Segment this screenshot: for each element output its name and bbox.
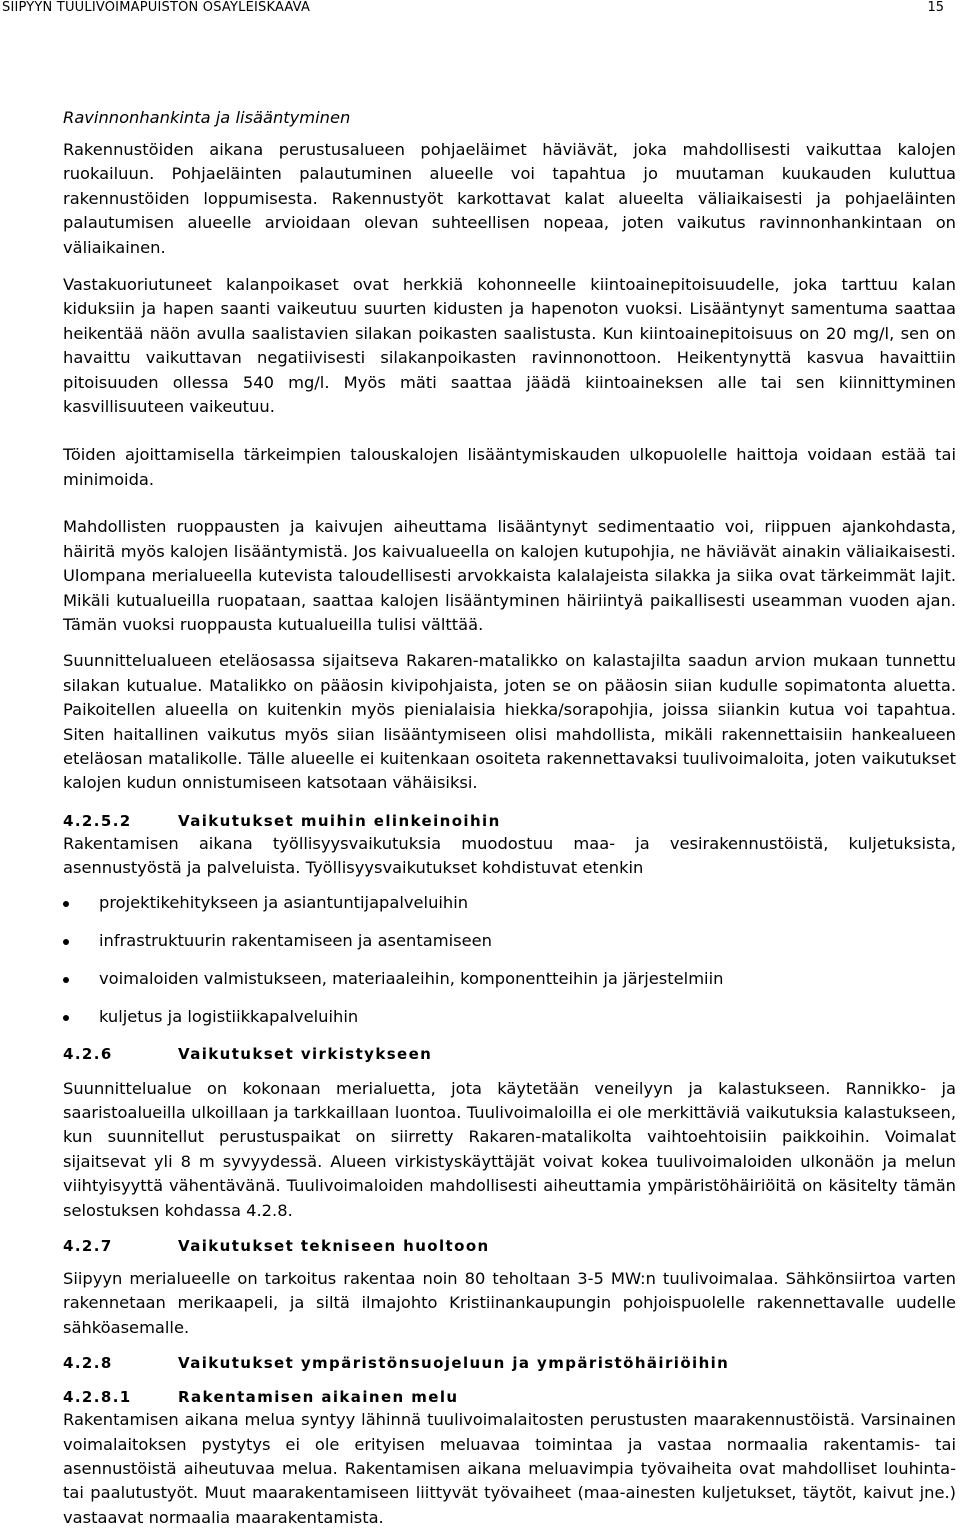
header-title: SIIPYYN TUULIVOIMAPUISTON OSAYLEISKAAVA — [2, 0, 311, 15]
bullet-icon — [63, 1015, 69, 1021]
list-item-text: infrastruktuurin rakentamiseen ja asentamiseen — [99, 930, 492, 950]
list-item-text: voimaloiden valmistukseen, materiaaleihin, komponentteihin ja järjestelmiin — [99, 968, 724, 988]
list-item — [63, 967, 956, 991]
paragraph: Suunnittelualueen eteläosassa sijaitseva Rakaren-matalikko on kalastajilta saadun arvion mukaan tunnettu silakan kutualue. Matalikko on pääosin kivipohjaista, joten se on pääosin siian kudulle sopimatonta aluetta. Paikoitellen alueella on kuitenkin myös pienialaisia hiekka/sorapohjia, joissa siiankin kutua voi tapahtua. Siten haitallinen vaikutus myös siian lisääntymiseen olisi mahdollista, mikäli rakennettaisiin hankealueen eteläosan matalikolle. Tälle alueelle ei kuitenkaan osoiteta rakennettavaksi tuulivoimaloita, joten vaikutukset kalojen kudun onnistumiseen katsotaan vähäisiksi. — [63, 651, 956, 793]
section-number: 4.2.6 — [63, 1044, 113, 1063]
section-heading — [63, 1352, 956, 1374]
bullet-list — [63, 891, 956, 1029]
list-item — [63, 1005, 956, 1029]
section-heading — [63, 1043, 956, 1065]
bullet-icon — [63, 939, 69, 945]
section-title: Vaikutukset virkistykseen — [178, 1044, 433, 1063]
paragraph: Siipyyn merialueelle on tarkoitus rakentaa noin 80 teholtaan 3-5 MW:n tuulivoimalaa. Sähkönsiirtoa varten rakennetaan merikaapeli, ja siltä ilmajohto Kristiinankaupungin pohjoispuolelle rakennettavalle uudelle sähköasemalle. — [63, 1269, 956, 1337]
paragraph: Rakennustöiden aikana perustusalueen pohjaeläimet häviävät, joka mahdollisesti vaikuttaa kalojen ruokailuun. Pohjaeläinten palautuminen alueelle voi tapahtua jo muutaman kuukauden kuluttua rakennustöiden loppumisesta. Rakennustyöt karkottavat kalat alueelta väliaikaisesti ja pohjaeläinten palautumisen alueelle arvioidaan olevan suhteellisen nopeaa, joten vaikutus ravinnonhankintaan on väliaikainen. — [63, 140, 956, 257]
section-heading — [63, 1235, 956, 1257]
section-title: Vaikutukset ympäristönsuojeluun ja ympäristöhäiriöihin — [178, 1354, 730, 1373]
list-item — [63, 891, 956, 915]
page-number: 15 — [927, 0, 944, 15]
section-number: 4.2.7 — [63, 1237, 113, 1255]
section-title: Vaikutukset muihin elinkeinoihin — [178, 811, 501, 830]
paragraph: Rakentamisen aikana melua syntyy lähinnä tuulivoimalaitosten perustusten maarakennustöistä. Varsinainen voimalaitoksen pystytys ei ole erityisen meluavaa toimintaa ja vastaa normaalia rakentamis- tai asennustöistä aiheutuvaa melua. Rakentamisen aikana meluavimpia työvaiheita ovat mahdolliset louhinta- tai paalutustyöt. Muut maarakentamiseen liittyvät työvaiheet (maa-ainesten kuljetukset, täytöt, kaivut jne.) vastaavat normaalia maarakentamista. — [63, 1410, 956, 1527]
paragraph: Suunnittelualue on kokonaan merialuetta, jota käytetään veneilyyn ja kalastukseen. Rannikko- ja saaristoalueilla ulkoillaan ja tarkkaillaan luontoa. Tuulivoimaloilla ei ole merkittäviä vaikutuksia kalastukseen, kun suunnitellut perustuspaikat on siirretty Rakaren-matalikolta vaihtoehtoisiin paikkoihin. Voimalat sijaitsevat yli 8 m syvyydessä. Alueen virkistyskäyttäjät voivat kokea tuulivoimaloiden ulkonäön ja melun viihtyisyyttä vähentävänä. Tuulivoimaloiden mahdollisesti aiheuttamia ympäristöhäiriöitä on käsitelty tämän selostuksen kohdassa 4.2.8. — [63, 1078, 956, 1220]
list-item — [63, 929, 956, 953]
section-title: Vaikutukset tekniseen huoltoon — [178, 1237, 490, 1255]
page-header — [0, 0, 960, 16]
section-number: 4.2.8 — [63, 1354, 113, 1373]
section-heading — [63, 1386, 956, 1408]
paragraph: Rakentamisen aikana työllisyysvaikutuksia muodostuu maa- ja vesirakennustöistä, kuljetuksista, asennustyöstä ja palveluista. Työllisyysvaikutukset kohdistuvat etenkin — [63, 833, 956, 878]
section-title: Rakentamisen aikainen melu — [178, 1388, 459, 1407]
paragraph: Mahdollisten ruoppausten ja kaivujen aiheuttama lisääntynyt sedimentaatio voi, riippuen ajankohdasta, häiritä myös kalojen lisääntymistä. Jos kaivualueella on kalojen kutupohjia, ne häviävät ainakin väliaikaisesti. Ulompana merialueella kutevista taloudellisesti arvokkaista kalalajeista silakka ja siika ovat tärkeimmät lajit. Mikäli kutualueilla ruopataan, saattaa kalojen lisääntyminen häiriintyä paikallisesti useamman vuoden ajan. Tämän vuoksi ruoppausta kutualueilla tulisi välttää. — [63, 517, 956, 634]
section-heading — [63, 810, 956, 832]
list-item-text: projektikehitykseen ja asiantuntijapalveluihin — [99, 892, 469, 912]
paragraph: Töiden ajoittamisella tärkeimpien talouskalojen lisääntymiskauden ulkopuolelle haittoja voidaan estää tai minimoida. — [63, 445, 956, 489]
subsection-title: Ravinnonhankinta ja lisääntyminen — [63, 108, 351, 127]
paragraph: Vastakuoriutuneet kalanpoikaset ovat herkkiä kohonneelle kiintoainepitoisuudelle, joka tarttuu kalan kiduksiin ja hapen saanti vaikeutuu suurten kidusten ja hapenoton vuoksi. Lisääntynyt samentuma saattaa heikentää näön avulla saalistavien silakan poikasten saalistusta. Kun kiintoainepitoisuus on 20 mg/l, sen on havaittu vaikuttavan negatiivisesti silakanpoikasten ravinnonottoon. Heikentynyttä kasvua havaittiin pitoisuuden ollessa 540 mg/l. Myös mäti saattaa jäädä kiintoaineksen alle tai sen kiinnittyminen kasvillisuuteen vaikeutuu. — [63, 275, 956, 417]
document-body — [63, 106, 956, 1530]
section-number: 4.2.8.1 — [63, 1388, 132, 1407]
bullet-icon — [63, 977, 69, 983]
bullet-icon — [63, 901, 69, 907]
list-item-text: kuljetus ja logistiikkapalveluihin — [99, 1006, 359, 1026]
section-number: 4.2.5.2 — [63, 811, 132, 830]
